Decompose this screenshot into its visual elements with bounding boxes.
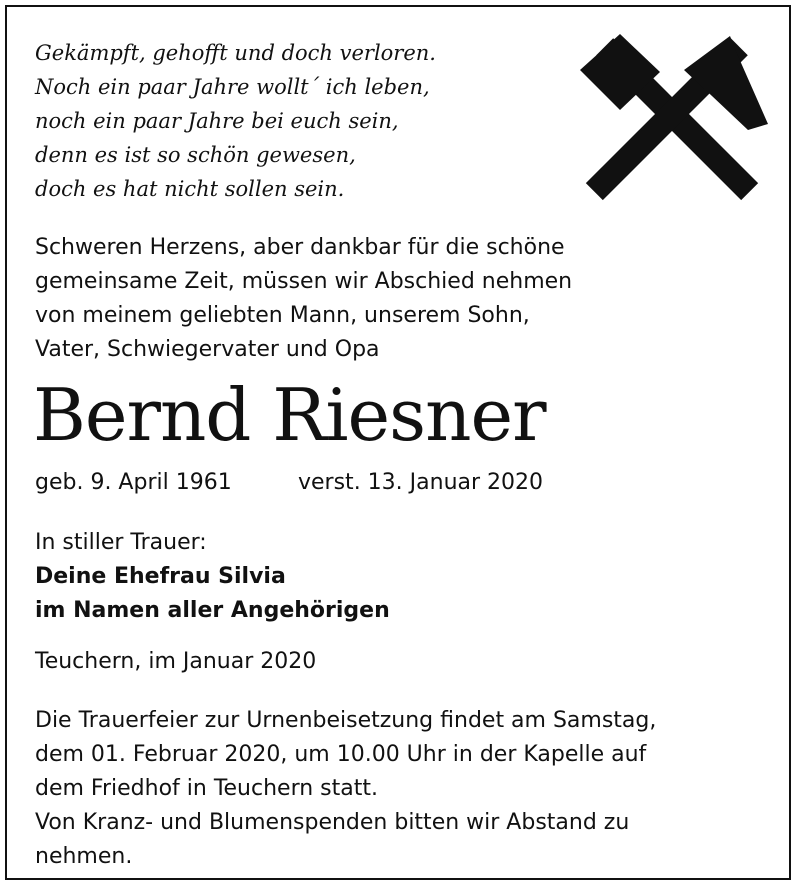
poem-line: doch es hat nicht sollen sein. [35, 177, 345, 201]
birth-date: geb. 9. April 1961 [35, 470, 232, 495]
poem-line: Gekämpft, gehofft und doch verloren. [35, 41, 436, 65]
crossed-hammers-icon [572, 26, 772, 206]
service-line: dem Friedhof in Teuchern statt. [35, 776, 378, 801]
intro-line: gemeinsame Zeit, müssen wir Abschied nehmen [35, 269, 573, 294]
service-line: Die Trauerfeier zur Urnenbeisetzung findet am Samstag, [35, 708, 657, 733]
service-line: Von Kranz- und Blumenspenden bitten wir Abstand zu [35, 810, 630, 835]
intro-line: Vater, Schwiegervater und Opa [35, 337, 380, 362]
poem-line: denn es ist so schön gewesen, [35, 143, 356, 167]
intro-line: von meinem geliebten Mann, unserem Sohn, [35, 303, 530, 328]
place-date: Teuchern, im Januar 2020 [35, 649, 317, 674]
intro-text [35, 231, 572, 367]
service-line: dem 01. Februar 2020, um 10.00 Uhr in der Kapelle auf [35, 742, 647, 767]
mourning-heading: In stiller Trauer: [35, 530, 207, 555]
service-line: nehmen. [35, 844, 133, 869]
intro-line: Schweren Herzens, aber dankbar für die schöne [35, 235, 565, 260]
deceased-name: Bernd Riesner [33, 373, 546, 457]
funeral-service-info [35, 704, 656, 874]
poem-line: Noch ein paar Jahre wollt´ ich leben, [35, 75, 430, 99]
poem-line: noch ein paar Jahre bei euch sein, [35, 109, 399, 133]
death-date: verst. 13. Januar 2020 [298, 470, 544, 495]
mourners-block [35, 526, 390, 628]
poem [35, 36, 436, 206]
mourner-spouse: Deine Ehefrau Silvia [35, 564, 286, 589]
mourner-relatives: im Namen aller Angehörigen [35, 598, 390, 623]
